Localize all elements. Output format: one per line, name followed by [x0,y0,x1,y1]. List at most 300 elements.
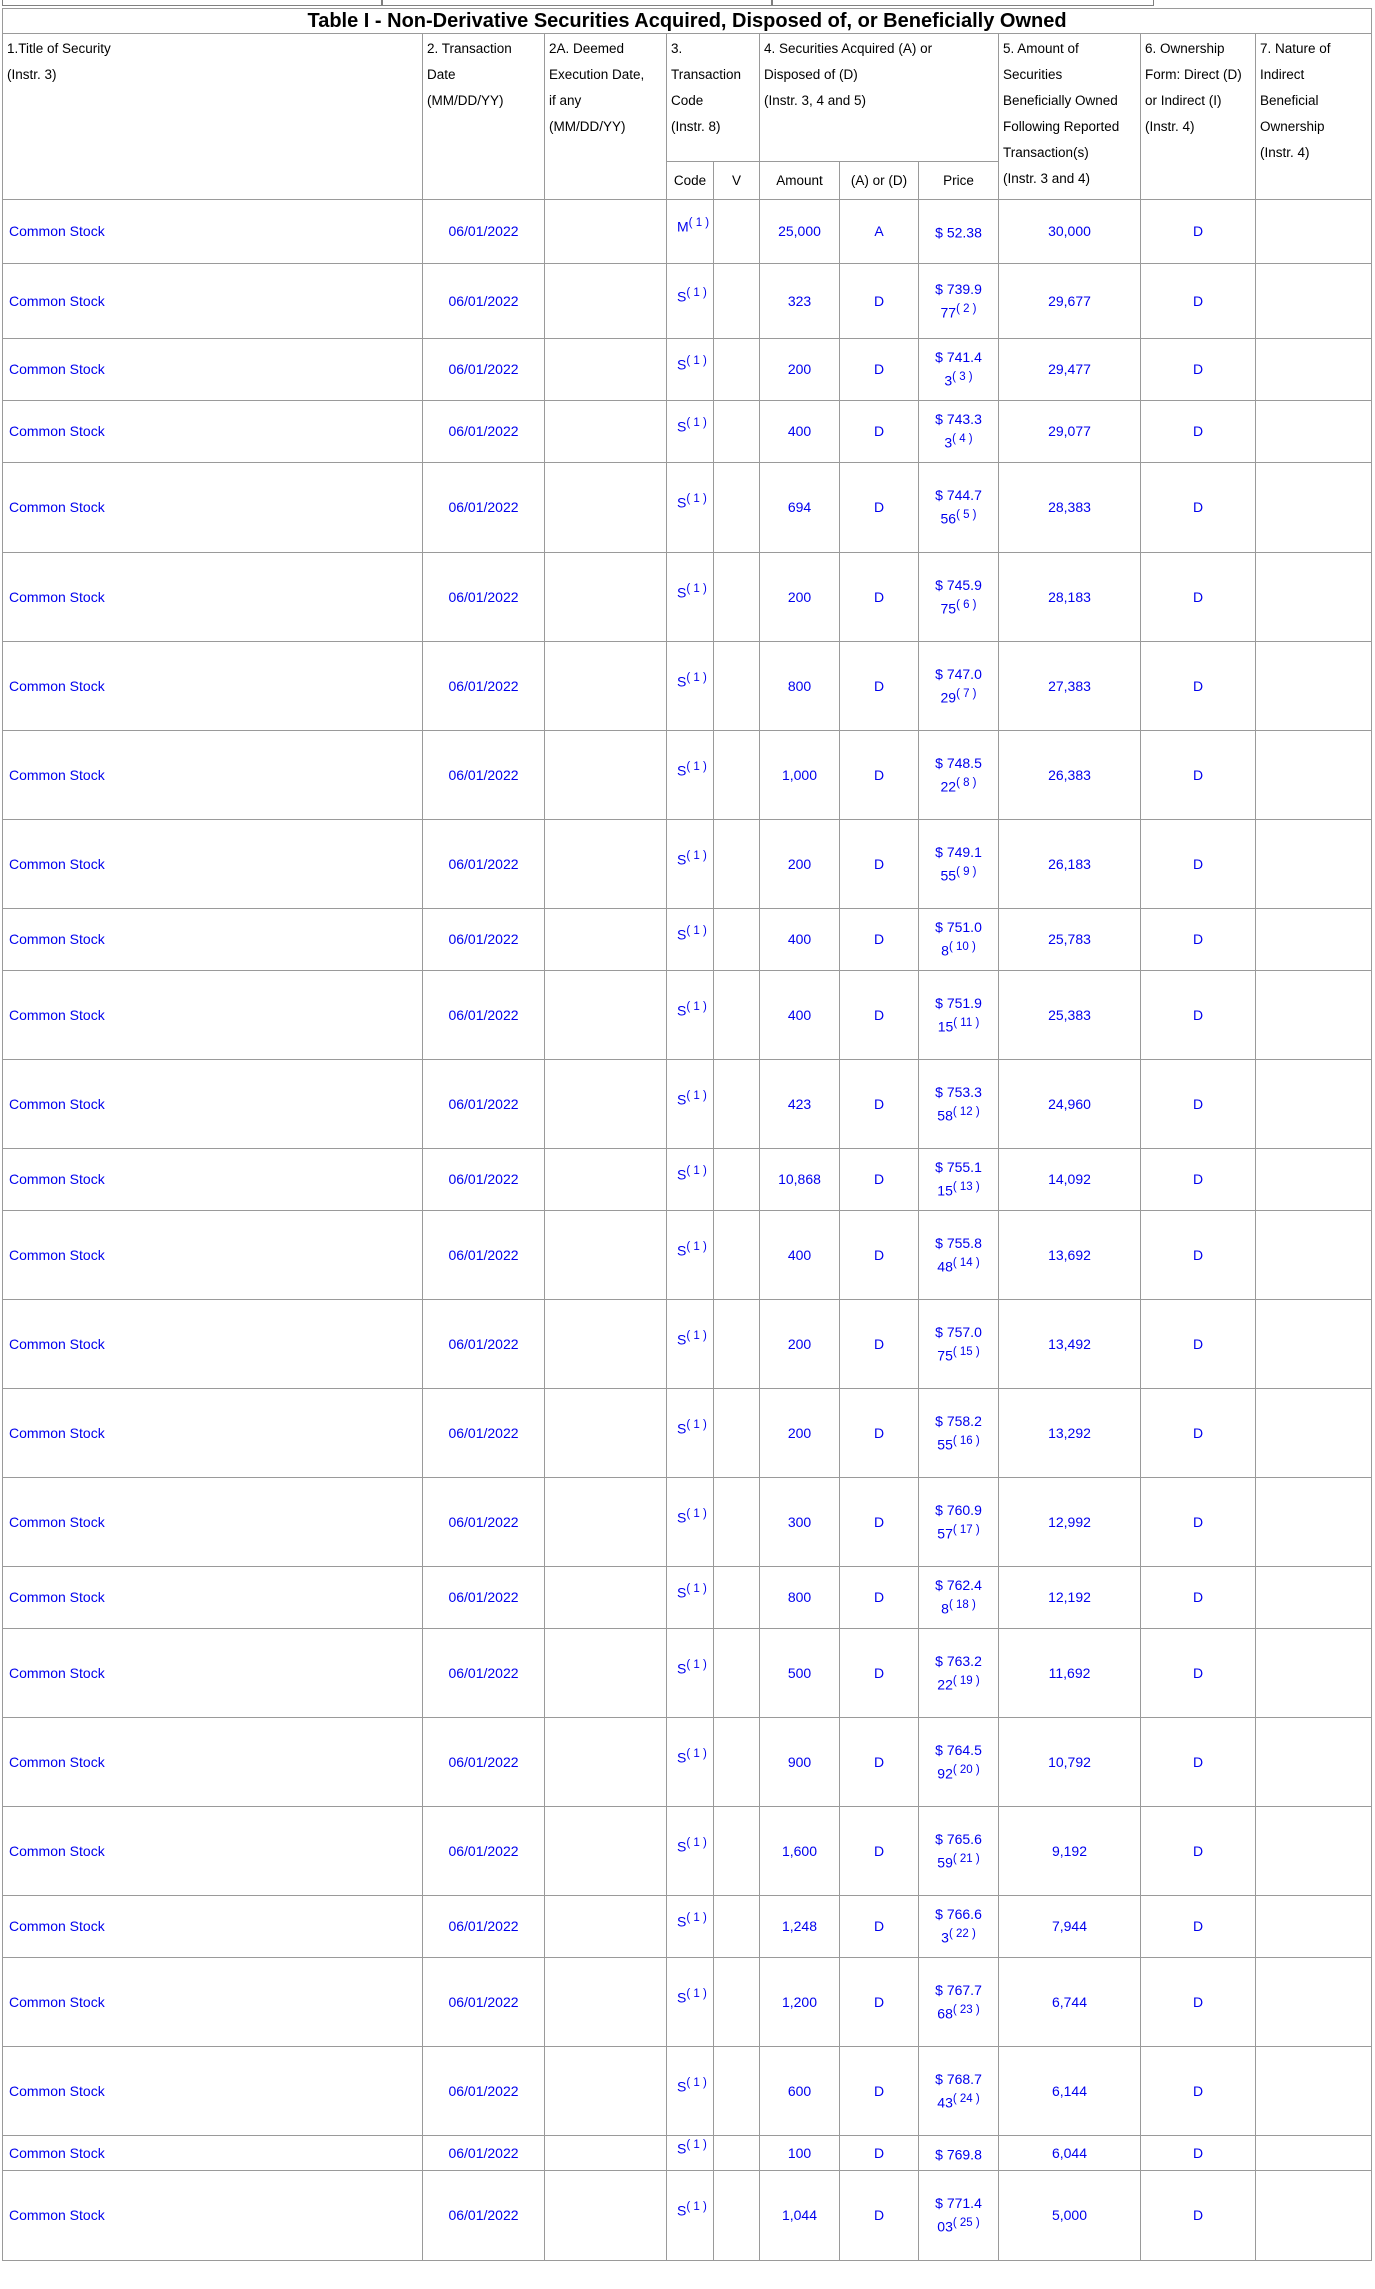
code-wrapper [677,1744,707,1769]
code-wrapper [677,579,707,604]
code-wrapper [677,1908,707,1933]
security-title-link[interactable]: Common Stock [3,1211,423,1300]
transaction-code [667,971,714,1060]
a-or-d: D [840,1718,919,1807]
price-value: $ 768.743 [935,2070,982,2111]
v-column [714,1300,760,1389]
code-footnote: ( 1 ) [686,2138,707,2151]
ownership-form: D [1141,1896,1256,1958]
header-line: Securities [1003,67,1063,82]
price-footnote: ( 5 ) [956,509,977,522]
nature-of-ownership [1256,642,1372,731]
nature-of-ownership [1256,1958,1372,2047]
a-or-d: D [840,2136,919,2171]
code-letter: S [677,762,687,779]
security-title-link[interactable]: Common Stock [3,820,423,909]
code-footnote: ( 1 ) [686,286,707,299]
transaction-code [667,463,714,553]
code-letter: S [677,356,687,373]
code-wrapper [677,1984,707,2009]
ownership-form: D [1141,1629,1256,1718]
ownership-form: D [1141,909,1256,971]
v-column [714,339,760,401]
code-footnote: ( 1 ) [686,1507,707,1520]
v-column [714,1629,760,1718]
transaction-code [667,401,714,463]
price-wrapper [934,1651,984,1695]
ownership-form: D [1141,1389,1256,1478]
amount: 25,000 [760,200,840,264]
header-line: Execution Date, [549,67,645,82]
price [919,1149,999,1211]
transaction-code [667,1149,714,1211]
v-column [714,1807,760,1896]
amount: 200 [760,553,840,642]
deemed-execution-date [545,200,667,264]
header-line: Indirect [1260,67,1305,82]
deemed-execution-date [545,971,667,1060]
v-column [714,1958,760,2047]
nature-of-ownership [1256,820,1372,909]
price-footnote: ( 21 ) [952,1852,980,1865]
transaction-code [667,553,714,642]
a-or-d: D [840,642,919,731]
code-footnote: ( 1 ) [686,1165,707,1178]
previous-table-fragment [772,0,1154,6]
transaction-date: 06/01/2022 [423,2171,545,2261]
v-column [714,1478,760,1567]
code-wrapper [677,997,707,1022]
price [919,1478,999,1567]
price-wrapper [934,2069,984,2113]
transaction-date: 06/01/2022 [423,1211,545,1300]
code-wrapper [677,921,707,946]
price [919,1211,999,1300]
price-value: $ 771.403 [935,2195,982,2235]
price-footnote: ( 10 ) [948,941,976,954]
price-value: $ 766.63 [935,1906,982,1946]
header-line: 5. Amount of [1003,41,1079,56]
v-column [714,401,760,463]
price-wrapper [934,1157,984,1201]
header-nature-of-ownership [1256,34,1372,200]
price-footnote: ( 12 ) [952,1105,980,1118]
transaction-date: 06/01/2022 [423,553,545,642]
price-value: $ 751.915 [935,994,982,1035]
deemed-execution-date [545,1300,667,1389]
price-footnote: ( 19 ) [952,1674,980,1687]
price-value: $ 749.155 [935,843,982,884]
code-letter: S [677,584,687,601]
security-title-link[interactable]: Common Stock [3,1567,423,1629]
transaction-date: 06/01/2022 [423,1958,545,2047]
security-title-link[interactable]: Common Stock [3,2047,423,2136]
code-letter: S [677,673,687,690]
price-value: $ 757.075 [935,1323,982,1364]
transaction-code [667,1958,714,2047]
header-ownership-form [1141,34,1256,200]
deemed-execution-date [545,2171,667,2261]
price-wrapper [934,917,984,961]
deemed-execution-date [545,1060,667,1149]
a-or-d: D [840,339,919,401]
price-footnote: ( 18 ) [948,1599,976,1612]
transaction-code [667,200,714,264]
amount-owned: 11,692 [999,1629,1141,1718]
amount-owned: 6,044 [999,2136,1141,2171]
price-wrapper [935,219,982,243]
price [919,1629,999,1718]
v-column [714,1718,760,1807]
amount-owned: 27,383 [999,642,1141,731]
a-or-d: D [840,1300,919,1389]
code-letter: S [677,494,687,511]
deemed-execution-date [545,2136,667,2171]
header-line: Beneficial [1260,93,1319,108]
amount-owned: 13,492 [999,1300,1141,1389]
price-value: $ 762.48 [935,1577,982,1617]
price-value: $ 744.756 [935,487,982,527]
deemed-execution-date [545,642,667,731]
security-title-link[interactable]: Common Stock [3,1060,423,1149]
header-deemed-execution-date [545,34,667,200]
header-line: Disposed of (D) [764,67,858,82]
security-title-link[interactable]: Common Stock [3,463,423,553]
security-title-link[interactable]: Common Stock [3,1149,423,1211]
code-letter: S [677,2140,687,2157]
price-footnote: ( 20 ) [952,1763,980,1776]
ownership-form: D [1141,1567,1256,1629]
table-row [3,971,1372,1060]
price-value: $ 741.43 [935,349,982,389]
transaction-date: 06/01/2022 [423,1149,545,1211]
security-title-link[interactable]: Common Stock [3,1300,423,1389]
table-row [3,1567,1372,1629]
price-wrapper [934,279,984,323]
previous-table-fragment [382,0,772,6]
security-title-link[interactable]: Common Stock [3,2171,423,2261]
security-title-link[interactable]: Common Stock [3,642,423,731]
v-column [714,1060,760,1149]
a-or-d: D [840,1807,919,1896]
transaction-code [667,1807,714,1896]
deemed-execution-date [545,1629,667,1718]
nature-of-ownership [1256,1060,1372,1149]
header-amount-owned [999,34,1141,200]
amount: 100 [760,2136,840,2171]
security-title-link[interactable]: Common Stock [3,1389,423,1478]
ownership-form: D [1141,200,1256,264]
transaction-code [667,1300,714,1389]
security-title-link[interactable]: Common Stock [3,339,423,401]
amount-owned: 14,092 [999,1149,1141,1211]
code-wrapper [677,2135,707,2160]
a-or-d: D [840,1478,919,1567]
price-footnote: ( 22 ) [948,1928,976,1941]
code-letter: S [677,288,687,305]
price [919,1958,999,2047]
amount-owned: 28,183 [999,553,1141,642]
code-letter: S [677,1242,687,1259]
v-column [714,264,760,339]
nature-of-ownership [1256,2047,1372,2136]
transaction-code [667,1211,714,1300]
price [919,1060,999,1149]
price-wrapper [934,485,984,529]
a-or-d: D [840,731,919,820]
security-title-link[interactable]: Common Stock [3,1958,423,2047]
a-or-d: D [840,401,919,463]
transaction-date: 06/01/2022 [423,971,545,1060]
deemed-execution-date [545,1211,667,1300]
price-footnote: ( 14 ) [952,1256,980,1269]
nature-of-ownership [1256,200,1372,264]
table-row [3,1958,1372,2047]
transaction-date: 06/01/2022 [423,1807,545,1896]
nature-of-ownership [1256,1389,1372,1478]
header-line: (Instr. 3) [7,67,57,82]
code-wrapper [677,757,707,782]
code-wrapper [677,213,709,238]
code-wrapper [677,1161,707,1186]
security-title-link[interactable]: Common Stock [3,401,423,463]
nature-of-ownership [1256,264,1372,339]
code-footnote: ( 1 ) [686,2076,707,2089]
previous-table-fragment [2,0,382,6]
price-value: $ 760.957 [935,1501,982,1542]
code-footnote: ( 1 ) [686,1658,707,1671]
price-footnote: ( 4 ) [952,433,973,446]
price-value: $ 755.848 [935,1234,982,1275]
code-footnote: ( 1 ) [686,2201,707,2214]
a-or-d: D [840,1389,919,1478]
amount-owned: 13,692 [999,1211,1141,1300]
amount-owned: 12,992 [999,1478,1141,1567]
ownership-form: D [1141,1060,1256,1149]
v-column [714,909,760,971]
table-row [3,909,1372,971]
deemed-execution-date [545,339,667,401]
price-wrapper [934,1322,984,1366]
v-column [714,971,760,1060]
price-wrapper [934,1740,984,1784]
transaction-date: 06/01/2022 [423,401,545,463]
code-wrapper [677,1237,707,1262]
security-title-link[interactable]: Common Stock [3,264,423,339]
ownership-form: D [1141,264,1256,339]
amount-owned: 13,292 [999,1389,1141,1478]
ownership-form: D [1141,2136,1256,2171]
code-footnote: ( 1 ) [686,671,707,684]
ownership-form: D [1141,971,1256,1060]
security-title-link[interactable]: Common Stock [3,1629,423,1718]
code-footnote: ( 1 ) [686,582,707,595]
security-title-link[interactable]: Common Stock [3,2136,423,2171]
amount-owned: 29,477 [999,339,1141,401]
v-column [714,820,760,909]
a-or-d: A [840,200,919,264]
code-footnote: ( 1 ) [686,1987,707,2000]
amount: 1,000 [760,731,840,820]
price-wrapper [934,993,984,1037]
header-line: (Instr. 8) [671,119,721,134]
nature-of-ownership [1256,1629,1372,1718]
price-footnote: ( 7 ) [956,687,977,700]
amount-owned: 28,383 [999,463,1141,553]
transaction-date: 06/01/2022 [423,1389,545,1478]
security-title-link[interactable]: Common Stock [3,909,423,971]
security-title-link[interactable]: Common Stock [3,200,423,264]
price-wrapper [934,575,984,619]
security-title-link[interactable]: Common Stock [3,1896,423,1958]
code-footnote: ( 1 ) [686,1329,707,1342]
deemed-execution-date [545,1896,667,1958]
subheader-price: Price [919,162,999,200]
table-row [3,401,1372,463]
v-column [714,553,760,642]
nature-of-ownership [1256,401,1372,463]
code-footnote: ( 1 ) [686,1912,707,1925]
price-value: $ 758.255 [935,1412,982,1453]
ownership-form: D [1141,339,1256,401]
v-column [714,1211,760,1300]
amount: 200 [760,1389,840,1478]
code-letter: S [677,1166,687,1183]
transaction-code [667,1718,714,1807]
security-title-link[interactable]: Common Stock [3,731,423,820]
code-wrapper [677,489,707,514]
price-footnote: ( 16 ) [952,1434,980,1447]
transaction-date: 06/01/2022 [423,820,545,909]
header-line: (Instr. 3 and 4) [1003,171,1091,186]
transaction-date: 06/01/2022 [423,200,545,264]
code-wrapper [677,668,707,693]
code-wrapper [677,283,707,308]
header-line: (Instr. 4) [1260,145,1310,160]
nature-of-ownership [1256,463,1372,553]
transaction-code [667,1389,714,1478]
code-wrapper [677,351,707,376]
code-footnote: ( 1 ) [686,1747,707,1760]
subheader-a-or-d: (A) or (D) [840,162,919,200]
deemed-execution-date [545,731,667,820]
transaction-date: 06/01/2022 [423,1060,545,1149]
code-footnote: ( 1 ) [686,417,707,430]
code-wrapper [677,1655,707,1680]
deemed-execution-date [545,820,667,909]
header-line: 7. Nature of [1260,41,1331,56]
transaction-date: 06/01/2022 [423,2047,545,2136]
price-footnote: ( 15 ) [952,1345,980,1358]
nature-of-ownership [1256,339,1372,401]
v-column [714,731,760,820]
non-derivative-securities-table [2,8,1372,2261]
price-wrapper [934,2193,984,2237]
transaction-date: 06/01/2022 [423,909,545,971]
table-row [3,1718,1372,1807]
transaction-code [667,339,714,401]
nature-of-ownership [1256,1478,1372,1567]
a-or-d: D [840,820,919,909]
amount: 10,868 [760,1149,840,1211]
price [919,401,999,463]
a-or-d: D [840,1060,919,1149]
deemed-execution-date [545,1149,667,1211]
header-line: Date [427,67,456,82]
code-letter: M [677,218,689,235]
nature-of-ownership [1256,1149,1372,1211]
code-footnote: ( 1 ) [686,849,707,862]
code-wrapper [677,413,707,438]
transaction-code [667,1060,714,1149]
header-transaction-code [667,34,760,162]
a-or-d: D [840,264,919,339]
amount-owned: 10,792 [999,1718,1141,1807]
table-row [3,642,1372,731]
transaction-date: 06/01/2022 [423,1567,545,1629]
a-or-d: D [840,1567,919,1629]
price-footnote: ( 13 ) [952,1181,980,1194]
header-line: Transaction [671,67,742,82]
code-letter: S [677,1749,687,1766]
nature-of-ownership [1256,731,1372,820]
security-title-link[interactable]: Common Stock [3,1478,423,1567]
amount-owned: 29,077 [999,401,1141,463]
ownership-form: D [1141,1300,1256,1389]
security-title-link[interactable]: Common Stock [3,553,423,642]
v-column [714,1389,760,1478]
transaction-code [667,1896,714,1958]
ownership-form: D [1141,1211,1256,1300]
price-value: $ 745.975 [935,576,982,617]
code-footnote: ( 1 ) [686,925,707,938]
amount: 200 [760,1300,840,1389]
price-wrapper [934,842,984,886]
amount: 900 [760,1718,840,1807]
subheader-amount: Amount [760,162,840,200]
table-row [3,339,1372,401]
header-line: Ownership [1260,119,1325,134]
ownership-form: D [1141,2171,1256,2261]
header-line: 3. [671,41,683,56]
code-letter: S [677,1989,687,2006]
code-wrapper [677,1579,707,1604]
code-letter: S [677,1420,687,1437]
security-title-link[interactable]: Common Stock [3,1718,423,1807]
price-value: $ 747.029 [935,665,982,706]
price-value: $ 743.33 [935,411,982,451]
amount: 423 [760,1060,840,1149]
transaction-date: 06/01/2022 [423,264,545,339]
security-title-link[interactable]: Common Stock [3,971,423,1060]
amount: 300 [760,1478,840,1567]
price-value: $ 739.977 [935,280,982,321]
v-column [714,2047,760,2136]
price [919,1718,999,1807]
code-footnote: ( 1 ) [686,355,707,368]
price-value: $ 765.659 [935,1830,982,1871]
price-wrapper [934,1575,984,1619]
security-title-link[interactable]: Common Stock [3,1807,423,1896]
code-letter: S [677,2202,687,2219]
code-letter: S [677,2078,687,2095]
deemed-execution-date [545,463,667,553]
amount: 200 [760,820,840,909]
header-line: Form: Direct (D) [1145,67,1242,82]
code-letter: S [677,418,687,435]
code-wrapper [677,1833,707,1858]
v-column [714,463,760,553]
